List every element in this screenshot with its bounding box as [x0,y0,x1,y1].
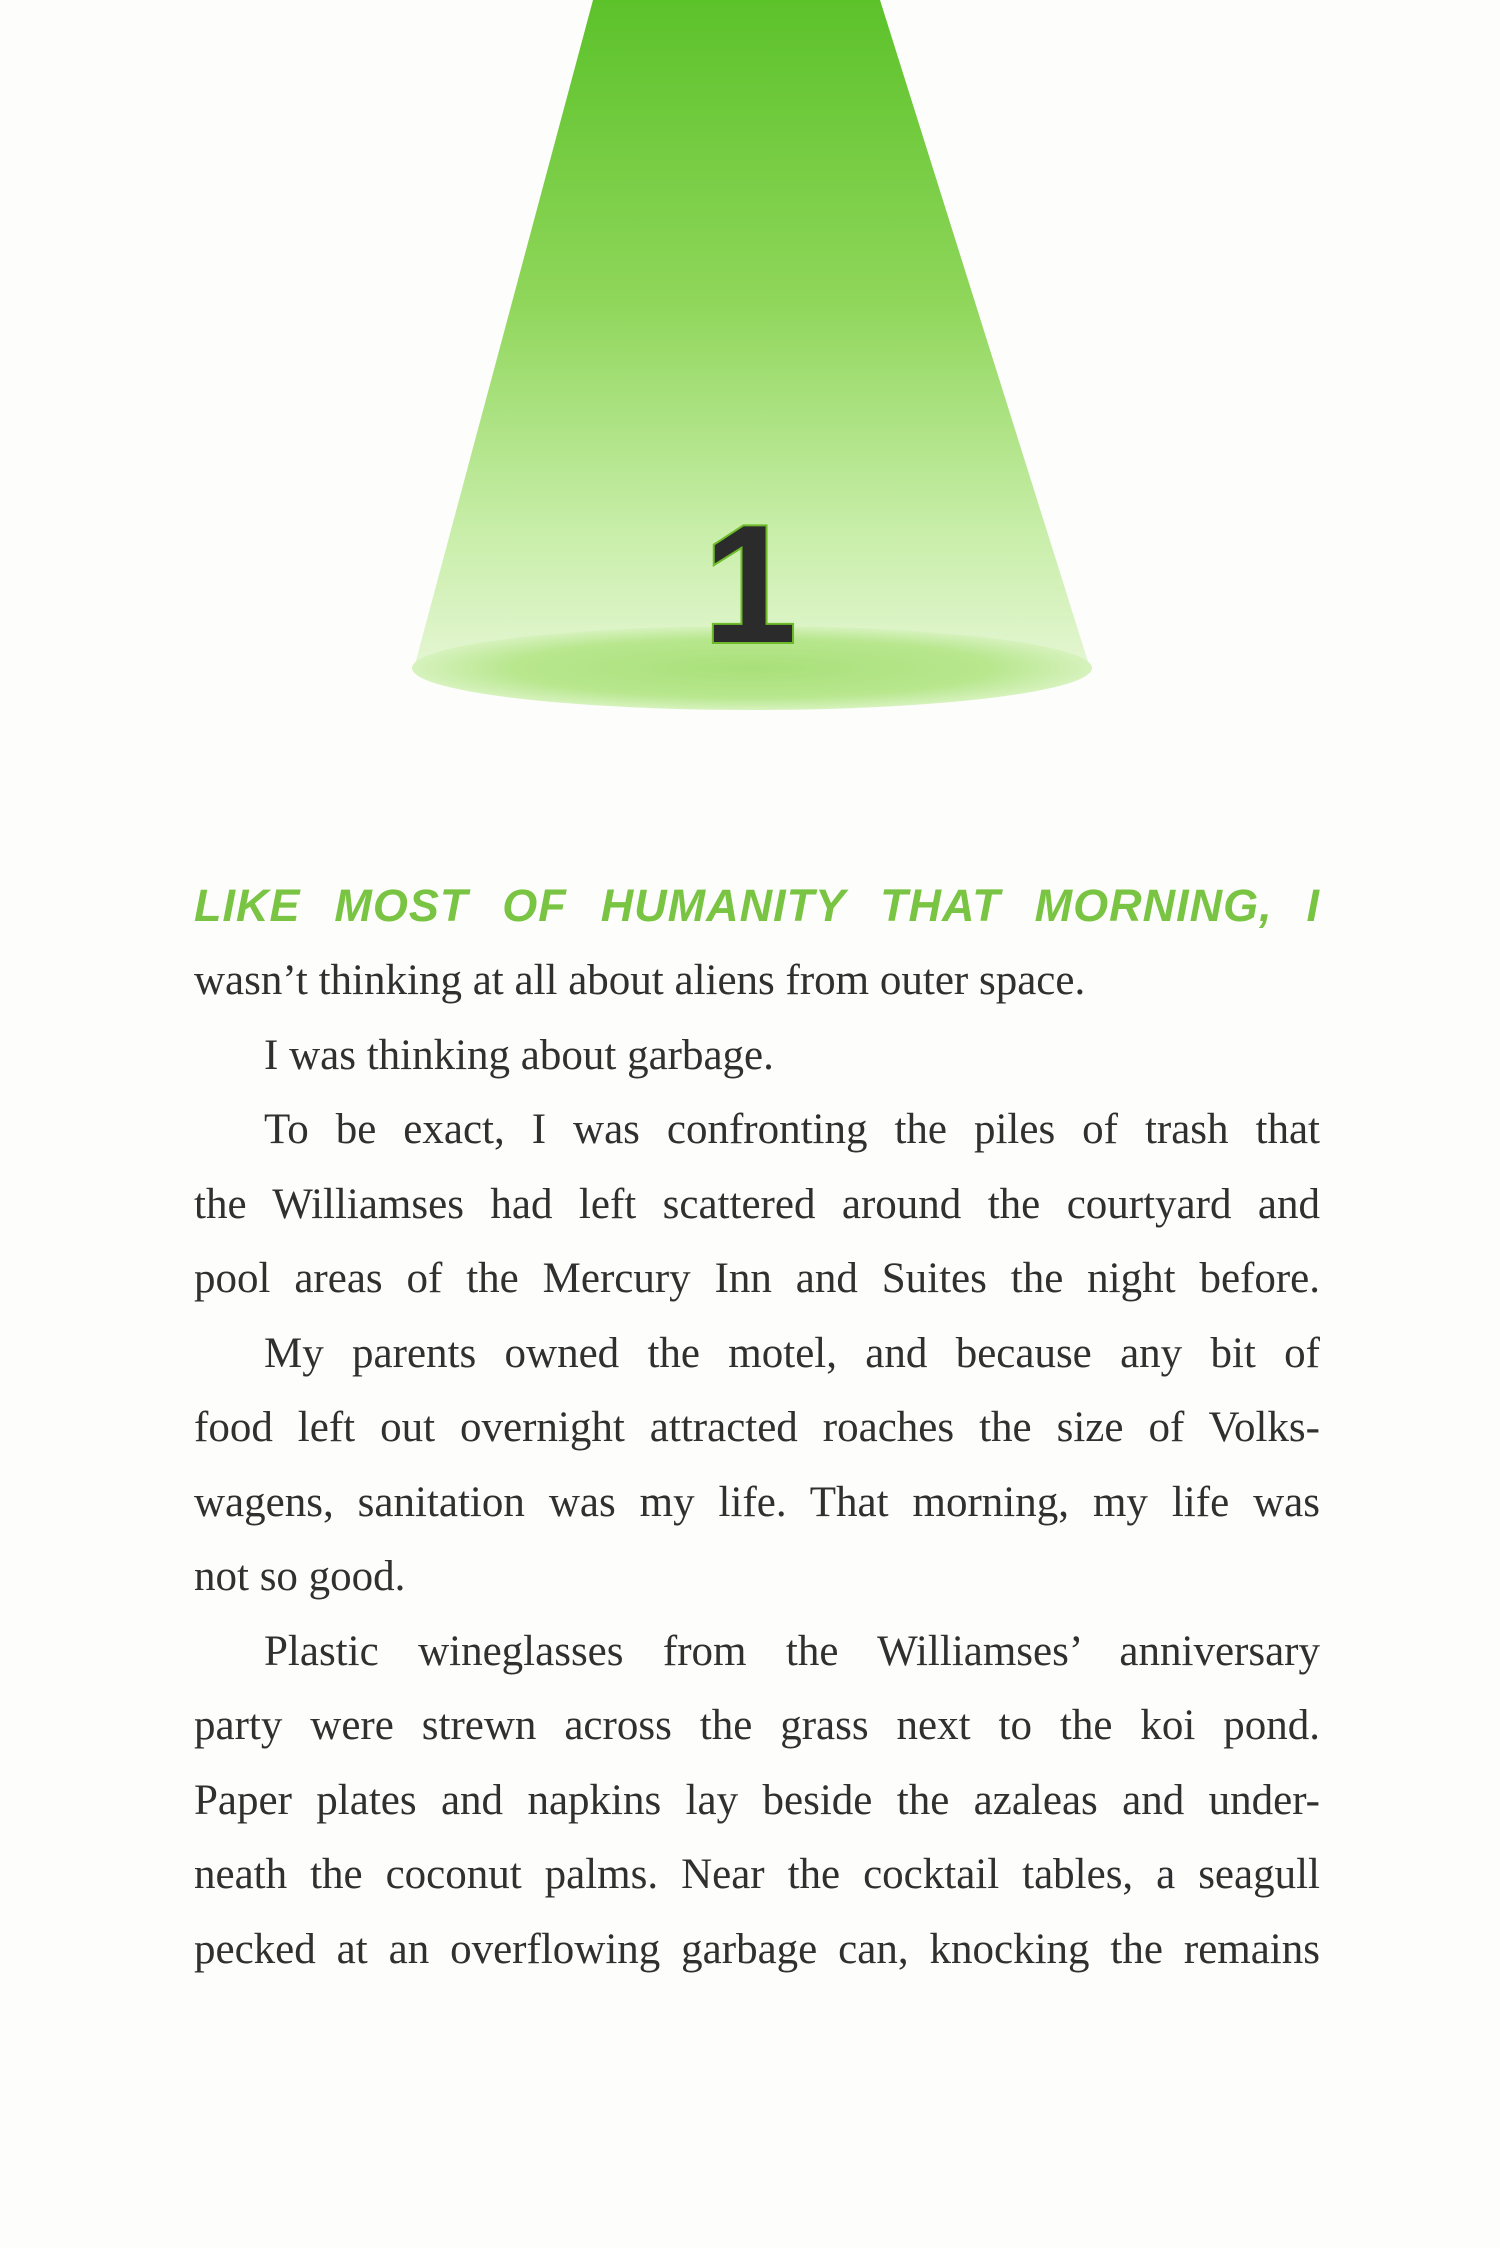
opening-word: THAT [880,880,1001,931]
chapter-number: 1 [703,490,797,678]
text-line: the Williamses had left scattered around the courtyard and [194,1180,1320,1228]
text-line: pecked at an overflowing garbage can, knocking the remains [194,1925,1320,1973]
text-line: party were strewn across the grass next to the koi pond. [194,1702,1320,1749]
opening-word: OF [502,880,567,931]
opening-word: LIKE [194,880,301,931]
text-line: pool areas of the Mercury Inn and Suites the night before. [194,1255,1320,1302]
text-line: wasn’t thinking at all about aliens from outer space. [194,957,1086,1004]
opening-line-small-caps [194,868,1320,944]
text-line: food left out overnight attracted roaches the size of Volks- [194,1404,1320,1451]
text-line: I was thinking about garbage. [264,1031,774,1079]
opening-word: MORNING, [1034,880,1273,931]
chapter-text [194,868,1320,1987]
text-line: wagens, sanitation was my life. That morning, my life was [194,1478,1320,1526]
text-line: Plastic wineglasses from the Williamses’ anniversary [264,1627,1320,1675]
text-line: neath the coconut palms. Near the cocktail tables, a seagull [194,1851,1320,1898]
opening-word: HUMANITY [600,880,847,931]
text-line: To be exact, I was confronting the piles of trash that [264,1106,1320,1153]
text-line: My parents owned the motel, and because any bit of [264,1329,1320,1377]
text-line: Paper plates and napkins lay beside the azaleas and under- [194,1776,1320,1824]
opening-word: MOST [334,880,469,931]
text-line: not so good. [194,1553,406,1600]
opening-word: I [1306,880,1320,931]
